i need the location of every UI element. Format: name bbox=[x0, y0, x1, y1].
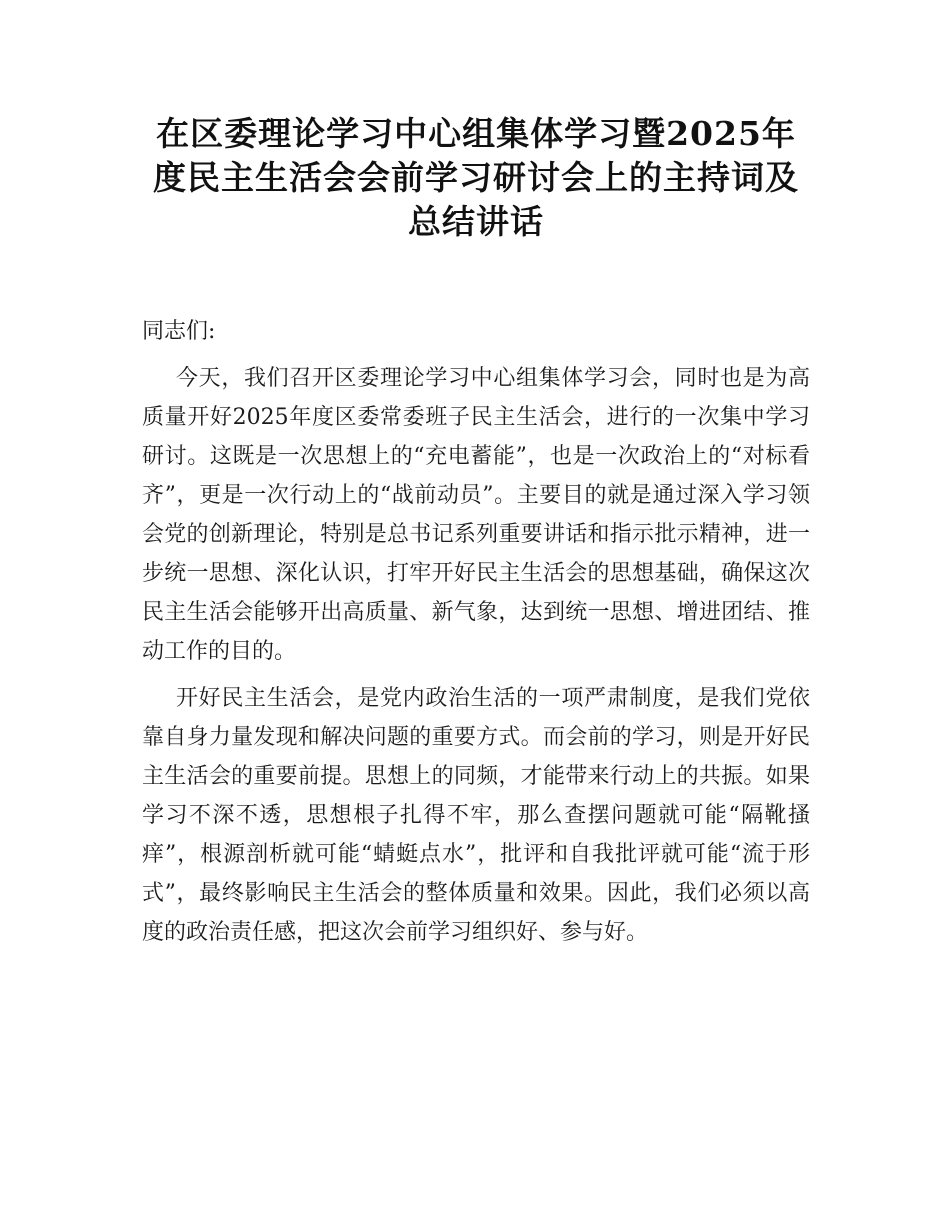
document-body bbox=[142, 312, 810, 960]
paragraph-2: 开好民主生活会，是党内政治生活的一项严肃制度，是我们党依靠自身力量发现和解决问题的重要方式。而会前的学习，则是开好民主生活会的重要前提。思想上的同频，才能带来行动上的共振。如果学习不深不透，思想根子扎得不牢，那么查摆问题就可能“隔靴搔痒”，根源剖析就可能“蜻蜓点水”，批评和自我批评就可能“流于形式”，最终影响民主生活会的整体质量和效果。因此，我们必须以高度的政治责任感，把这次会前学习组织好、参与好。 bbox=[142, 686, 810, 945]
salutation: 同志们: bbox=[142, 319, 216, 344]
paragraph-1: 今天，我们召开区委理论学习中心组集体学习会，同时也是为高质量开好2025年度区委常委班子民主生活会，进行的一次集中学习研讨。这既是一次思想上的“充电蓄能”，也是一次政治上的“对标看齐”，更是一次行动上的“战前动员”。主要目的就是通过深入学习领会党的创新理论，特别是总书记系列重要讲话和指示批示精神，进一步统一思想、深化认识，打牢开好民主生活会的思想基础，确保这次民主生活会能够开出高质量、新气象，达到统一思想、增进团结、推动工作的目的。 bbox=[142, 366, 810, 664]
document-title: 在区委理论学习中心组集体学习暨2025年度民主生活会会前学习研讨会上的主持词及总结讲话 bbox=[153, 114, 799, 241]
